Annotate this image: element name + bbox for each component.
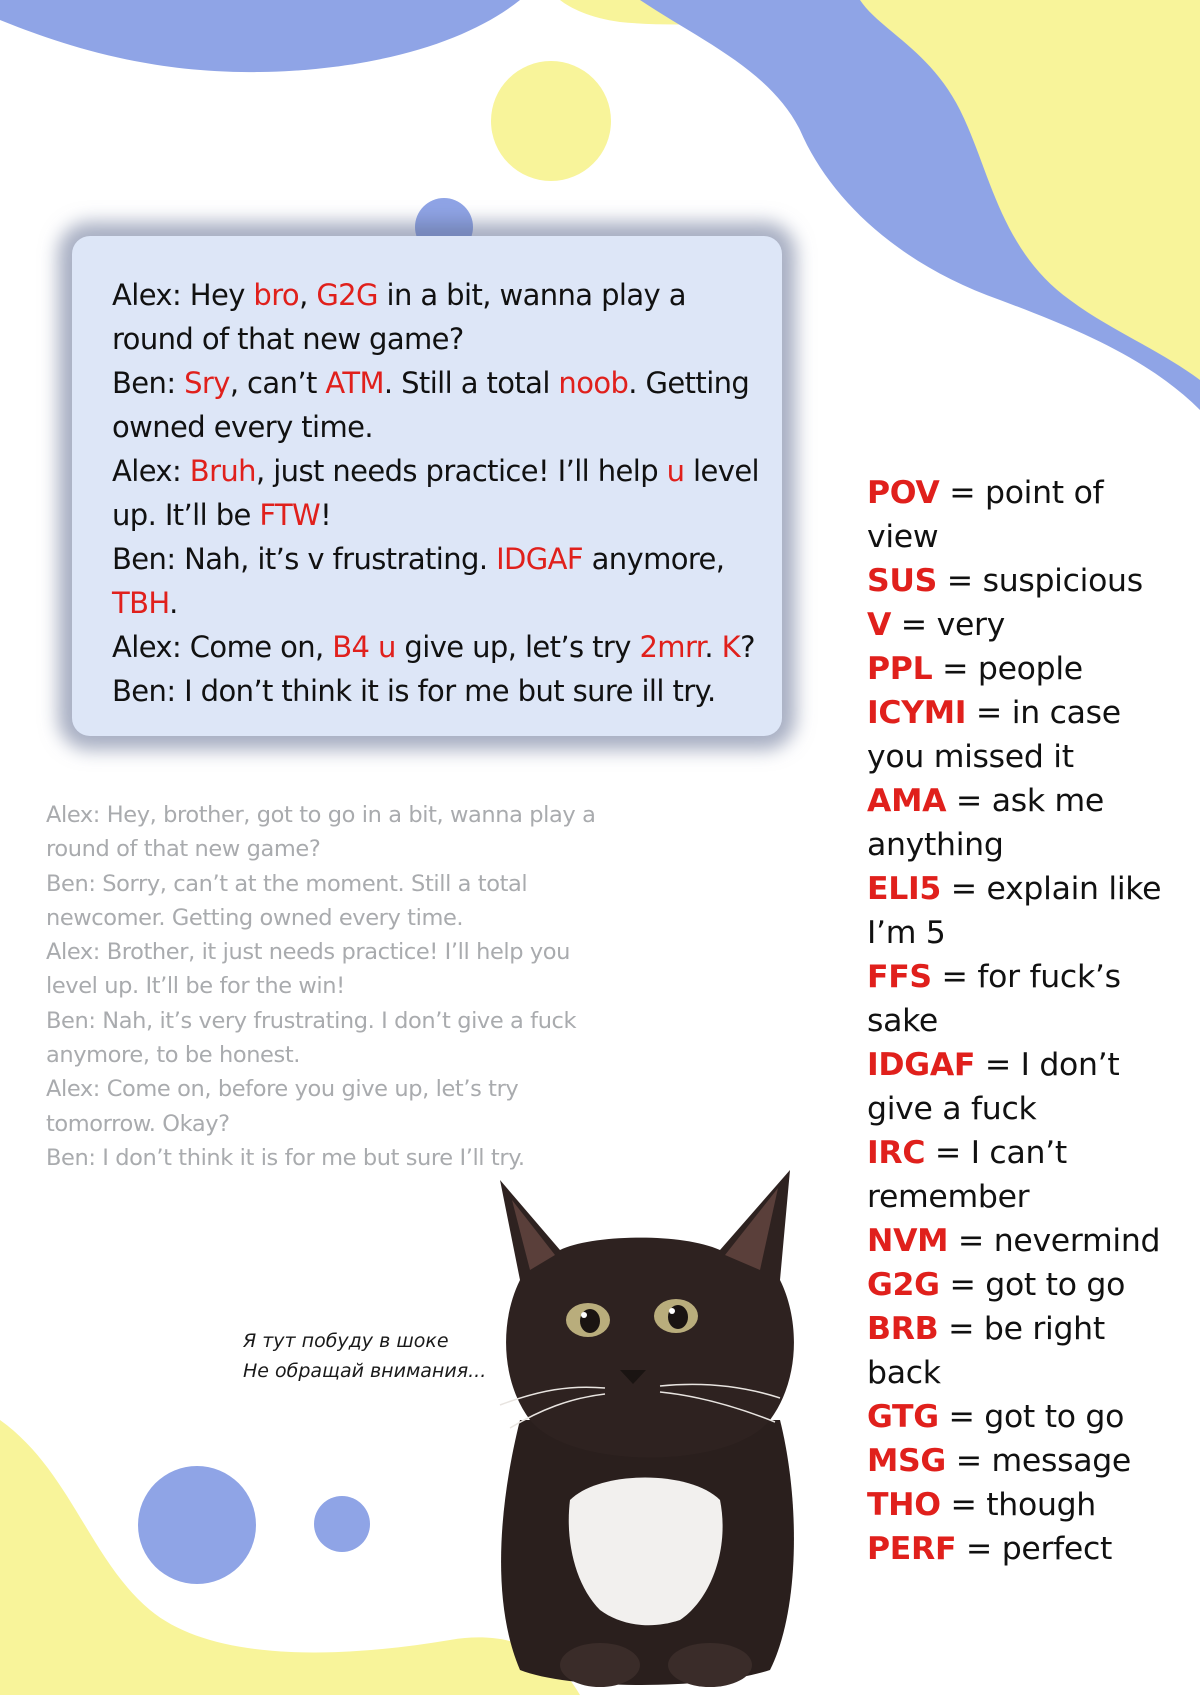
glossary-abbreviation: FFS	[867, 959, 932, 995]
glossary-entry	[867, 955, 1177, 999]
glossary-abbreviation: POV	[867, 475, 940, 511]
plain-line: Alex: Hey, brother, got to go in a bit, wanna play a	[46, 802, 596, 828]
caption-line-2: Не обращай внимания...	[243, 1360, 487, 1382]
glossary-abbreviation: GTG	[867, 1399, 939, 1435]
glossary-entry	[867, 1439, 1177, 1483]
glossary-abbreviation: SUS	[867, 563, 938, 599]
chat-text-segment: . Getting	[628, 366, 750, 400]
cat-caption	[243, 1326, 503, 1386]
glossary-definition: = point of	[939, 475, 1104, 511]
chat-line	[112, 317, 792, 361]
glossary-abbreviation: IRC	[867, 1135, 926, 1171]
chat-text-segment: Ben: Nah, it’s v frustrating.	[112, 542, 497, 576]
slang-term: 2mrr	[639, 630, 705, 664]
slang-term: B4	[332, 630, 370, 664]
glossary-definition-continued: give a fuck	[867, 1091, 1037, 1127]
slang-term: u	[378, 630, 396, 664]
chat-text-segment: , can’t	[229, 366, 326, 400]
glossary-entry	[867, 691, 1177, 735]
glossary-definition-continued: back	[867, 1355, 941, 1391]
glossary-definition: = people	[932, 651, 1083, 687]
bottom-big-blue-circle	[138, 1466, 256, 1584]
glossary-entry	[867, 647, 1177, 691]
chat-line	[112, 669, 792, 713]
chat-text-segment: Alex:	[112, 454, 190, 488]
glossary-definition: = perfect	[956, 1531, 1113, 1567]
slang-glossary	[867, 471, 1177, 1571]
glossary-abbreviation: PPL	[867, 651, 933, 687]
glossary-abbreviation: V	[867, 607, 892, 643]
chat-line	[112, 493, 792, 537]
glossary-definition-continued: I’m 5	[867, 915, 946, 951]
glossary-abbreviation: ICYMI	[867, 695, 967, 731]
glossary-definition-continued: view	[867, 519, 939, 555]
chat-text-segment	[369, 630, 378, 664]
glossary-abbreviation: PERF	[867, 1531, 957, 1567]
chat-line	[112, 581, 792, 625]
glossary-entry	[867, 471, 1177, 515]
glossary-abbreviation: IDGAF	[867, 1047, 976, 1083]
slang-term: FTW	[259, 498, 321, 532]
top-blue-blob	[0, 0, 520, 72]
plain-line: Alex: Brother, it just needs practice! I’ll help you	[46, 939, 571, 966]
chat-line	[112, 405, 792, 449]
slang-term: Bruh	[189, 454, 256, 488]
glossary-entry	[867, 559, 1177, 603]
glossary-definition: = nevermind	[948, 1223, 1161, 1259]
slang-term: noob	[558, 366, 629, 400]
slang-chat-text	[112, 273, 792, 713]
plain-line: Ben: I don’t think it is for me but sure I’ll try.	[46, 1144, 525, 1171]
kitten-photo	[480, 1170, 820, 1690]
glossary-entry	[867, 1131, 1177, 1175]
chat-text-segment: , just needs practice! I’ll help	[255, 454, 667, 488]
glossary-entry	[867, 603, 1177, 647]
glossary-abbreviation: BRB	[867, 1311, 939, 1347]
plain-line: Ben: Sorry, can’t at the moment. Still a total	[46, 870, 528, 897]
glossary-definition-continued: you missed it	[867, 739, 1074, 775]
glossary-definition: = in case	[966, 695, 1121, 731]
chat-line	[112, 449, 792, 493]
glossary-entry	[867, 1219, 1177, 1263]
slang-term: K	[721, 630, 741, 664]
chat-text-segment: in a bit, wanna play a	[377, 278, 686, 312]
bottom-small-blue-circle	[314, 1496, 370, 1552]
glossary-definition: = very	[891, 607, 1006, 643]
plain-line: round of that new game?	[46, 836, 321, 863]
plain-line: Alex: Come on, before you give up, let’s try	[46, 1076, 519, 1103]
glossary-definition: = ask me	[946, 783, 1104, 819]
glossary-definition-continued: sake	[867, 1003, 939, 1039]
glossary-entry	[867, 1307, 1177, 1351]
plain-line: newcomer. Getting owned every time.	[46, 904, 464, 931]
glossary-entry	[867, 779, 1177, 823]
slang-term: Sry	[184, 366, 230, 400]
slang-term: u	[666, 454, 685, 488]
chat-text-segment: round of that new game?	[112, 322, 464, 356]
glossary-definition: = suspicious	[937, 563, 1143, 599]
chat-line	[112, 537, 792, 581]
glossary-definition: = got to go	[939, 1267, 1126, 1303]
glossary-abbreviation: NVM	[867, 1223, 949, 1259]
glossary-definition: = I can’t	[925, 1135, 1067, 1171]
glossary-definition-continued: anything	[867, 827, 1004, 863]
chat-text-segment: . Still a total	[383, 366, 559, 400]
glossary-definition: = I don’t	[975, 1047, 1120, 1083]
plain-line: Ben: Nah, it’s very frustrating. I don’t give a fuck	[46, 1007, 577, 1034]
plain-translation-text	[46, 798, 606, 1175]
plain-line: tomorrow. Okay?	[46, 1110, 230, 1137]
glossary-definition: = be right	[938, 1311, 1105, 1347]
chat-line	[112, 625, 792, 669]
glossary-abbreviation: MSG	[867, 1443, 946, 1479]
glossary-entry	[867, 1263, 1177, 1307]
glossary-abbreviation: G2G	[867, 1267, 940, 1303]
chat-text-segment: give up, let’s try	[395, 630, 640, 664]
chat-text-segment: Alex: Hey	[112, 278, 254, 312]
chat-text-segment: Ben: I don’t think it is for me but sure ill try.	[112, 674, 716, 708]
glossary-definition: = message	[946, 1443, 1131, 1479]
slang-term: IDGAF	[496, 542, 583, 576]
slang-term: TBH	[112, 586, 170, 620]
glossary-entry	[867, 1483, 1177, 1527]
glossary-definition: = for fuck’s	[931, 959, 1121, 995]
glossary-definition: = though	[940, 1487, 1096, 1523]
slang-term: ATM	[325, 366, 384, 400]
chat-text-segment: ,	[299, 278, 317, 312]
chat-text-segment: .	[704, 630, 722, 664]
glossary-definition: = got to go	[938, 1399, 1125, 1435]
chat-text-segment: .	[169, 586, 178, 620]
glossary-abbreviation: THO	[867, 1487, 941, 1523]
chat-line	[112, 361, 792, 405]
chat-text-segment: Ben:	[112, 366, 185, 400]
chat-text-segment: Alex: Come on,	[112, 630, 333, 664]
glossary-abbreviation: AMA	[867, 783, 947, 819]
glossary-definition: = explain like	[941, 871, 1162, 907]
glossary-entry	[867, 1043, 1177, 1087]
plain-line: level up. It’ll be for the win!	[46, 973, 345, 1000]
slang-term: bro	[253, 278, 300, 312]
glossary-entry	[867, 867, 1177, 911]
chat-text-segment: up. It’ll be	[112, 498, 260, 532]
glossary-entry	[867, 1527, 1177, 1571]
chat-text-segment: level	[684, 454, 760, 488]
slang-term: G2G	[316, 278, 378, 312]
chat-text-segment: owned every time.	[112, 410, 373, 444]
chat-text-segment: anymore,	[582, 542, 725, 576]
chat-line	[112, 273, 792, 317]
glossary-definition-continued: remember	[867, 1179, 1030, 1215]
caption-line-1: Я тут побуду в шоке	[243, 1330, 449, 1352]
glossary-entry	[867, 1395, 1177, 1439]
plain-line: anymore, to be honest.	[46, 1042, 300, 1069]
chat-text-segment: !	[320, 498, 332, 532]
chat-text-segment: ?	[740, 630, 755, 664]
glossary-abbreviation: ELI5	[867, 871, 942, 907]
yellow-circle	[491, 61, 611, 181]
